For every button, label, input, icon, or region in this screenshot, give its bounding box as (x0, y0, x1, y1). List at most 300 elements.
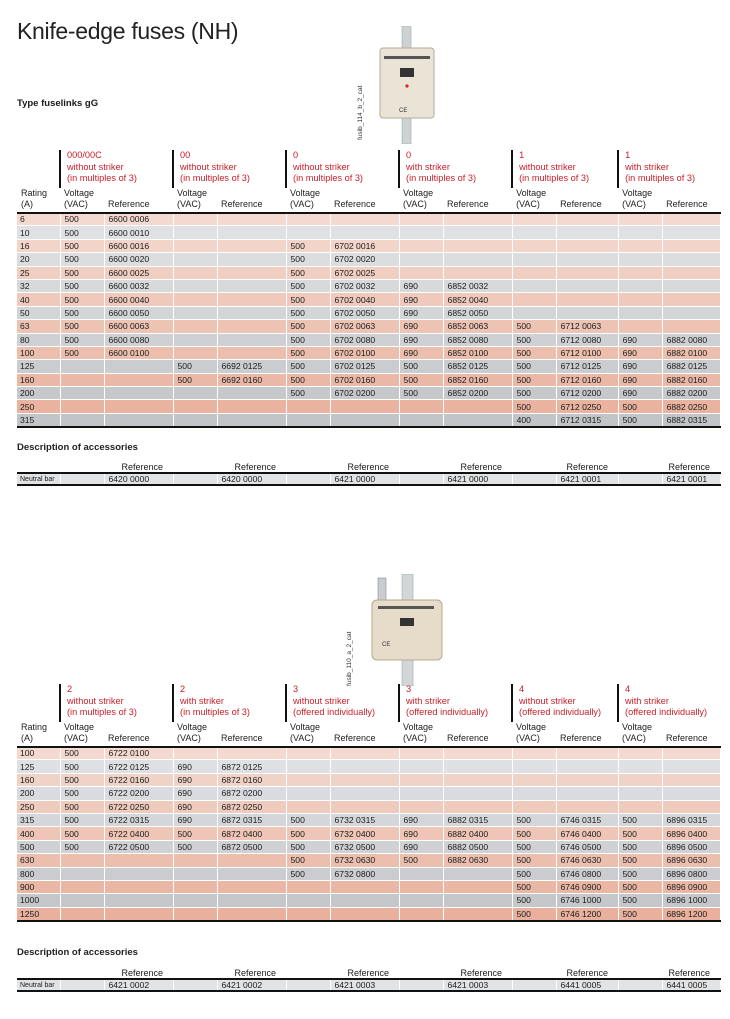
reference-header: Reference (221, 732, 263, 743)
reference-cell: 6702 0032 (330, 279, 399, 292)
reference-cell: 6722 0100 (104, 747, 173, 760)
voltage-cell (173, 226, 217, 239)
voltage-cell: 500 (512, 346, 556, 359)
voltage-cell (399, 907, 443, 920)
voltage-cell: 500 (512, 333, 556, 346)
voltage-header (618, 188, 662, 213)
voltage-header (399, 722, 443, 747)
voltage-cell (60, 360, 104, 373)
voltage-cell: 500 (60, 760, 104, 773)
voltage-cell: 690 (173, 800, 217, 813)
group-header (399, 150, 512, 188)
voltage-cell: 500 (60, 787, 104, 800)
reference-cell: 6692 0125 (217, 360, 286, 373)
group-size: 4 (625, 684, 631, 694)
accessories-header-row (17, 462, 720, 473)
rating-cell: 125 (17, 760, 60, 773)
reference-cell: 6896 0315 (662, 813, 720, 826)
voltage-cell: 500 (286, 827, 330, 840)
reference-cell: 6872 0250 (217, 800, 286, 813)
accessory-row (17, 473, 720, 485)
voltage-cell: 500 (512, 827, 556, 840)
voltage-cell (173, 266, 217, 279)
table-row (17, 360, 720, 373)
reference-cell (443, 747, 512, 760)
reference-cell: 6702 0100 (330, 346, 399, 359)
voltage-cell (399, 413, 443, 426)
reference-cell: 6872 0400 (217, 827, 286, 840)
reference-cell: 6702 0200 (330, 387, 399, 400)
voltage-cell: 500 (618, 840, 662, 853)
voltage-header (399, 188, 443, 213)
reference-cell (662, 226, 720, 239)
reference-cell (217, 346, 286, 359)
voltage-header (512, 722, 556, 747)
reference-cell (443, 400, 512, 413)
voltage-cell (60, 413, 104, 426)
reference-cell: 6746 0500 (556, 840, 618, 853)
voltage-cell (173, 894, 217, 907)
rating-cell: 10 (17, 226, 60, 239)
reference-cell (556, 226, 618, 239)
voltage-cell: 690 (399, 840, 443, 853)
reference-cell: 6882 0250 (662, 400, 720, 413)
reference-cell: 6732 0400 (330, 827, 399, 840)
voltage-cell (60, 880, 104, 893)
accessories-table-1 (17, 462, 721, 486)
voltage-cell (173, 320, 217, 333)
reference-cell (217, 854, 286, 867)
reference-cell (556, 239, 618, 252)
reference-cell (217, 239, 286, 252)
reference-cell (556, 253, 618, 266)
reference-cell (662, 293, 720, 306)
reference-cell (217, 880, 286, 893)
reference-cell (662, 306, 720, 319)
accessory-reference: 6421 0001 (662, 473, 720, 485)
reference-cell (443, 266, 512, 279)
reference-cell: 6702 0040 (330, 293, 399, 306)
reference-cell: 6882 0400 (443, 827, 512, 840)
reference-cell: 6600 0025 (104, 266, 173, 279)
table-row (17, 226, 720, 239)
blank (17, 150, 60, 188)
reference-cell (330, 226, 399, 239)
group-header-row (17, 684, 720, 722)
reference-cell (217, 867, 286, 880)
reference-cell (104, 880, 173, 893)
voltage-cell (173, 253, 217, 266)
table-row (17, 306, 720, 319)
voltage-label: Voltage (403, 187, 434, 198)
reference-cell: 6702 0063 (330, 320, 399, 333)
voltage-cell: 500 (60, 333, 104, 346)
voltage-label: Voltage (64, 721, 95, 732)
reference-header: Reference (347, 462, 389, 472)
voltage-cell (399, 226, 443, 239)
voltage-cell: 500 (512, 400, 556, 413)
group-note: (in multiples of 3) (67, 173, 137, 183)
table-row (17, 333, 720, 346)
group-note: (in multiples of 3) (180, 707, 250, 717)
rating-cell: 100 (17, 747, 60, 760)
reference-header: Reference (460, 968, 502, 978)
voltage-cell: 500 (60, 266, 104, 279)
voltage-cell: 500 (286, 373, 330, 386)
voltage-cell: 500 (60, 813, 104, 826)
voltage-cell: 690 (399, 306, 443, 319)
voltage-cell (173, 400, 217, 413)
spacer-cell (173, 979, 217, 991)
group-size: 0 (293, 150, 299, 160)
reference-cell: 6712 0063 (556, 320, 618, 333)
reference-cell (662, 747, 720, 760)
voltage-cell: 500 (286, 306, 330, 319)
rating-cell: 50 (17, 306, 60, 319)
table-row (17, 253, 720, 266)
voltage-cell: 500 (399, 387, 443, 400)
voltage-cell (173, 880, 217, 893)
reference-cell: 6852 0200 (443, 387, 512, 400)
reference-cell: 6722 0200 (104, 787, 173, 800)
voltage-cell (173, 387, 217, 400)
group-size: 4 (519, 684, 525, 694)
table-row (17, 747, 720, 760)
voltage-cell: 500 (512, 373, 556, 386)
voltage-cell (618, 253, 662, 266)
reference-cell: 6722 0315 (104, 813, 173, 826)
voltage-cell (399, 773, 443, 786)
reference-cell (443, 800, 512, 813)
table-row (17, 213, 720, 226)
voltage-unit: (VAC) (177, 732, 201, 743)
reference-cell (217, 320, 286, 333)
reference-cell: 6852 0040 (443, 293, 512, 306)
voltage-cell: 690 (399, 333, 443, 346)
reference-header: Reference (666, 198, 708, 209)
reference-cell: 6852 0125 (443, 360, 512, 373)
rating-cell: 250 (17, 800, 60, 813)
reference-cell: 6896 1200 (662, 907, 720, 920)
table-row (17, 907, 720, 920)
table-row (17, 880, 720, 893)
voltage-cell: 500 (286, 387, 330, 400)
group-header (60, 150, 173, 188)
voltage-cell: 690 (618, 373, 662, 386)
reference-cell (556, 760, 618, 773)
voltage-cell (173, 346, 217, 359)
voltage-cell (512, 306, 556, 319)
reference-cell: 6702 0160 (330, 373, 399, 386)
reference-cell (556, 773, 618, 786)
voltage-cell: 500 (60, 213, 104, 226)
reference-cell: 6600 0020 (104, 253, 173, 266)
rating-unit: (A) (21, 732, 33, 743)
voltage-cell (512, 279, 556, 292)
group-type: without striker (293, 695, 350, 706)
reference-cell: 6896 0630 (662, 854, 720, 867)
group-note: (offered individually) (625, 707, 708, 717)
group-header-row (17, 150, 720, 188)
reference-cell (104, 373, 173, 386)
group-header (173, 684, 286, 722)
voltage-cell: 500 (173, 840, 217, 853)
rating-cell: 20 (17, 253, 60, 266)
group-type: with striker (180, 695, 224, 706)
voltage-cell (399, 760, 443, 773)
voltage-cell (286, 760, 330, 773)
table-row (17, 787, 720, 800)
table-row (17, 293, 720, 306)
reference-cell: 6712 0100 (556, 346, 618, 359)
rating-unit: (A) (21, 198, 33, 209)
voltage-cell (173, 413, 217, 426)
rating-cell: 315 (17, 813, 60, 826)
voltage-cell (286, 400, 330, 413)
voltage-cell: 500 (512, 854, 556, 867)
voltage-cell (286, 787, 330, 800)
reference-header: Reference (234, 968, 276, 978)
reference-cell: 6882 0125 (662, 360, 720, 373)
reference-cell: 6746 0800 (556, 867, 618, 880)
voltage-cell: 500 (618, 413, 662, 426)
group-type: without striker (67, 161, 124, 172)
voltage-cell: 500 (60, 747, 104, 760)
fuselinks-table-2 (17, 684, 721, 922)
reference-cell: 6882 0160 (662, 373, 720, 386)
group-size: 000/00C (67, 150, 102, 160)
voltage-cell: 690 (618, 387, 662, 400)
reference-cell (217, 213, 286, 226)
reference-cell (662, 787, 720, 800)
voltage-label: Voltage (64, 187, 95, 198)
voltage-unit: (VAC) (403, 198, 427, 209)
rating-cell: 200 (17, 787, 60, 800)
reference-cell: 6872 0125 (217, 760, 286, 773)
reference-cell (556, 266, 618, 279)
group-header (286, 684, 399, 722)
reference-cell: 6882 0315 (662, 413, 720, 426)
voltage-cell: 500 (286, 346, 330, 359)
reference-cell: 6600 0016 (104, 239, 173, 252)
section-subtitle: Type fuselinks gG (17, 98, 99, 109)
reference-cell (217, 907, 286, 920)
reference-cell: 6600 0063 (104, 320, 173, 333)
voltage-unit: (VAC) (290, 732, 314, 743)
group-size: 1 (625, 150, 631, 160)
group-size: 3 (293, 684, 299, 694)
group-size: 00 (180, 150, 191, 160)
fuselinks-table-1 (17, 150, 721, 428)
reference-header: Reference (221, 198, 263, 209)
reference-cell (556, 213, 618, 226)
reference-cell (330, 773, 399, 786)
reference-cell: 6872 0160 (217, 773, 286, 786)
table-row (17, 373, 720, 386)
reference-cell: 6722 0160 (104, 773, 173, 786)
rating-cell: 125 (17, 360, 60, 373)
rating-cell: 400 (17, 827, 60, 840)
group-type: without striker (519, 695, 576, 706)
voltage-cell (173, 867, 217, 880)
reference-cell: 6882 0100 (662, 346, 720, 359)
voltage-cell: 690 (618, 360, 662, 373)
rating-cell: 16 (17, 239, 60, 252)
reference-cell: 6896 1000 (662, 894, 720, 907)
voltage-unit: (VAC) (622, 732, 646, 743)
reference-header: Reference (460, 462, 502, 472)
voltage-cell (173, 854, 217, 867)
voltage-cell: 400 (512, 413, 556, 426)
voltage-cell: 690 (399, 346, 443, 359)
reference-cell: 6702 0020 (330, 253, 399, 266)
reference-cell (556, 293, 618, 306)
reference-cell (104, 387, 173, 400)
voltage-label: Voltage (516, 187, 547, 198)
reference-cell (330, 787, 399, 800)
reference-header: Reference (121, 968, 163, 978)
reference-cell (662, 239, 720, 252)
table-row (17, 867, 720, 880)
accessory-reference: 6421 0002 (217, 979, 286, 991)
reference-cell (217, 293, 286, 306)
spacer-cell (512, 473, 556, 485)
table-row (17, 813, 720, 826)
reference-cell: 6712 0125 (556, 360, 618, 373)
voltage-cell: 500 (618, 867, 662, 880)
voltage-cell: 690 (399, 293, 443, 306)
reference-cell: 6852 0050 (443, 306, 512, 319)
voltage-header (60, 188, 104, 213)
voltage-cell (60, 400, 104, 413)
group-note: (offered individually) (293, 707, 376, 717)
group-size: 3 (406, 684, 412, 694)
reference-cell (556, 747, 618, 760)
reference-cell (662, 800, 720, 813)
reference-header: Reference (668, 462, 710, 472)
reference-cell: 6712 0200 (556, 387, 618, 400)
voltage-header (60, 722, 104, 747)
reference-cell: 6746 1200 (556, 907, 618, 920)
voltage-cell (286, 880, 330, 893)
reference-cell: 6882 0200 (662, 387, 720, 400)
voltage-cell (286, 226, 330, 239)
voltage-cell (286, 413, 330, 426)
reference-cell: 6882 0315 (443, 813, 512, 826)
voltage-cell: 500 (286, 266, 330, 279)
reference-cell: 6852 0063 (443, 320, 512, 333)
spacer-cell (618, 979, 662, 991)
voltage-label: Voltage (177, 721, 208, 732)
reference-cell: 6702 0025 (330, 266, 399, 279)
voltage-cell (618, 747, 662, 760)
group-header (286, 150, 399, 188)
accessory-reference: 6421 0000 (443, 473, 512, 485)
voltage-cell (60, 373, 104, 386)
voltage-unit: (VAC) (64, 198, 88, 209)
reference-cell: 6712 0250 (556, 400, 618, 413)
table-row (17, 320, 720, 333)
voltage-cell: 500 (286, 293, 330, 306)
voltage-cell: 690 (173, 787, 217, 800)
column-header-row (17, 722, 720, 747)
table-row (17, 827, 720, 840)
table-row (17, 279, 720, 292)
voltage-cell (512, 253, 556, 266)
reference-cell (662, 760, 720, 773)
image-caption: fusib_114_b_2_cat (357, 85, 364, 140)
reference-cell: 6712 0080 (556, 333, 618, 346)
svg-text:CE: CE (399, 108, 408, 114)
reference-cell (443, 787, 512, 800)
voltage-cell: 500 (618, 827, 662, 840)
voltage-header (286, 722, 330, 747)
reference-cell: 6872 0315 (217, 813, 286, 826)
voltage-cell: 500 (60, 239, 104, 252)
voltage-cell (512, 239, 556, 252)
voltage-cell (399, 213, 443, 226)
reference-cell (556, 787, 618, 800)
reference-cell: 6852 0100 (443, 346, 512, 359)
reference-cell (104, 413, 173, 426)
voltage-cell: 500 (286, 840, 330, 853)
accessory-label: Neutral bar (17, 473, 60, 485)
reference-cell: 6600 0050 (104, 306, 173, 319)
voltage-cell: 500 (60, 253, 104, 266)
rating-cell: 630 (17, 854, 60, 867)
rating-cell: 500 (17, 840, 60, 853)
rating-cell: 200 (17, 387, 60, 400)
accessories-title: Description of accessories (17, 442, 138, 453)
group-header (173, 150, 286, 188)
reference-cell: 6852 0080 (443, 333, 512, 346)
voltage-label: Voltage (622, 721, 653, 732)
voltage-cell (173, 907, 217, 920)
reference-cell (217, 306, 286, 319)
voltage-unit: (VAC) (622, 198, 646, 209)
voltage-cell (618, 293, 662, 306)
voltage-cell (399, 747, 443, 760)
voltage-cell (286, 907, 330, 920)
voltage-cell (618, 306, 662, 319)
voltage-cell: 500 (286, 279, 330, 292)
reference-cell (217, 387, 286, 400)
group-type: without striker (519, 161, 576, 172)
svg-text:CE: CE (382, 642, 391, 648)
voltage-cell: 500 (286, 813, 330, 826)
voltage-label: Voltage (290, 721, 321, 732)
reference-cell: 6702 0016 (330, 239, 399, 252)
rating-cell: 250 (17, 400, 60, 413)
reference-cell (443, 907, 512, 920)
table-row (17, 800, 720, 813)
accessories-table-2 (17, 968, 721, 992)
voltage-cell (399, 400, 443, 413)
reference-cell (104, 854, 173, 867)
voltage-cell (618, 760, 662, 773)
rating-cell: 800 (17, 867, 60, 880)
reference-cell (217, 333, 286, 346)
reference-cell (662, 773, 720, 786)
group-type: with striker (406, 161, 450, 172)
blank (17, 968, 60, 979)
group-size: 1 (519, 150, 525, 160)
voltage-cell: 500 (512, 880, 556, 893)
voltage-cell: 500 (60, 773, 104, 786)
voltage-cell: 690 (618, 346, 662, 359)
reference-cell (443, 880, 512, 893)
accessory-label: Neutral bar (17, 979, 60, 991)
